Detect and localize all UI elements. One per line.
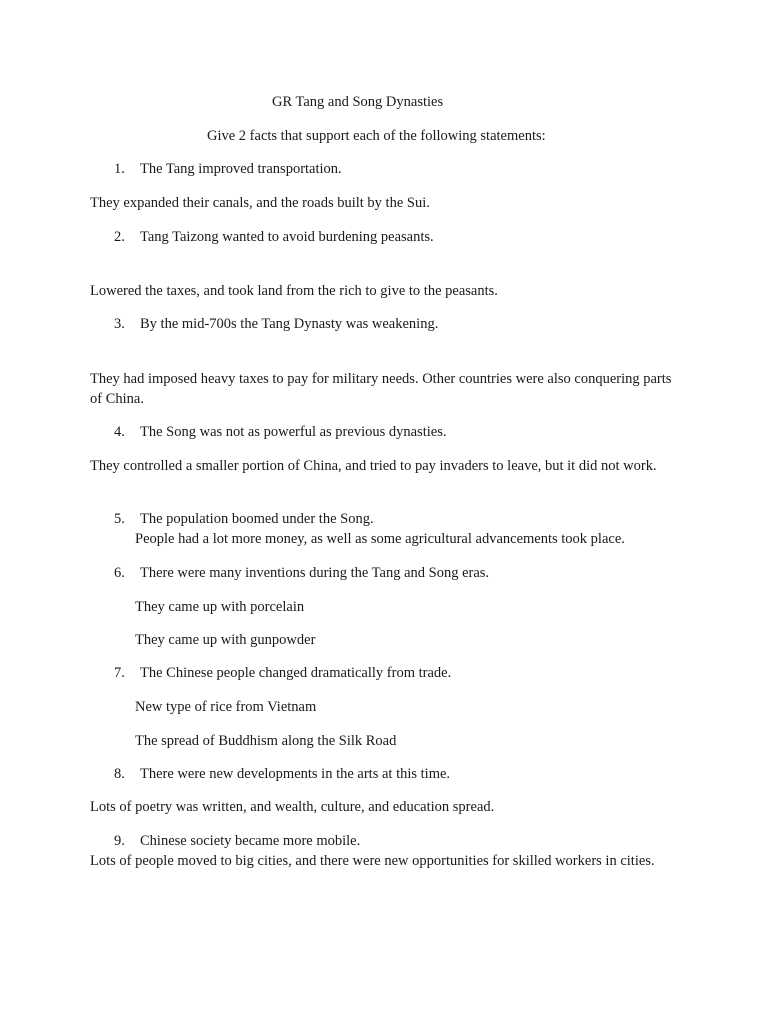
- item-number: 2.: [114, 229, 125, 245]
- item-answer: They came up with porcelain: [135, 599, 305, 615]
- item-number: 8.: [114, 766, 125, 782]
- item-statement: Tang Taizong wanted to avoid burdening peasants.: [140, 229, 434, 245]
- item-statement: There were many inventions during the Tang and Song eras.: [140, 565, 490, 581]
- item-answer: New type of rice from Vietnam: [135, 699, 317, 715]
- item-statement: By the mid-700s the Tang Dynasty was weakening.: [140, 316, 439, 332]
- item-answer: Lots of poetry was written, and wealth, culture, and education spread.: [90, 799, 495, 815]
- item-statement: The Song was not as powerful as previous dynasties.: [140, 424, 447, 440]
- item-number: 6.: [114, 565, 125, 581]
- item-number: 3.: [114, 316, 125, 332]
- item-answer: They came up with gunpowder: [135, 632, 316, 648]
- document-title: GR Tang and Song Dynasties: [272, 94, 444, 110]
- item-answer: People had a lot more money, as well as some agricultural advancements took place.: [135, 531, 625, 547]
- item-statement: The Chinese people changed dramatically from trade.: [140, 665, 452, 681]
- item-statement: There were new developments in the arts at this time.: [140, 766, 451, 782]
- item-number: 4.: [114, 424, 125, 440]
- item-number: 1.: [114, 161, 125, 177]
- item-statement: The Tang improved transportation.: [140, 161, 342, 177]
- instructions: Give 2 facts that support each of the following statements:: [207, 128, 546, 144]
- item-answer: The spread of Buddhism along the Silk Road: [135, 733, 397, 749]
- item-answer: Lowered the taxes, and took land from the rich to give to the peasants.: [90, 283, 498, 299]
- item-statement: The population boomed under the Song.: [140, 511, 374, 527]
- item-answer: They had imposed heavy taxes to pay for military needs. Other countries were also conquering parts of China.: [90, 371, 672, 407]
- item-answer: They expanded their canals, and the roads built by the Sui.: [90, 195, 430, 211]
- item-statement: Chinese society became more mobile.: [140, 833, 361, 849]
- item-number: 9.: [114, 833, 125, 849]
- item-number: 5.: [114, 511, 125, 527]
- item-answer: Lots of people moved to big cities, and there were new opportunities for skilled workers in cities.: [90, 853, 655, 869]
- item-number: 7.: [114, 665, 125, 681]
- item-answer: They controlled a smaller portion of China, and tried to pay invaders to leave, but it did not work.: [90, 458, 657, 474]
